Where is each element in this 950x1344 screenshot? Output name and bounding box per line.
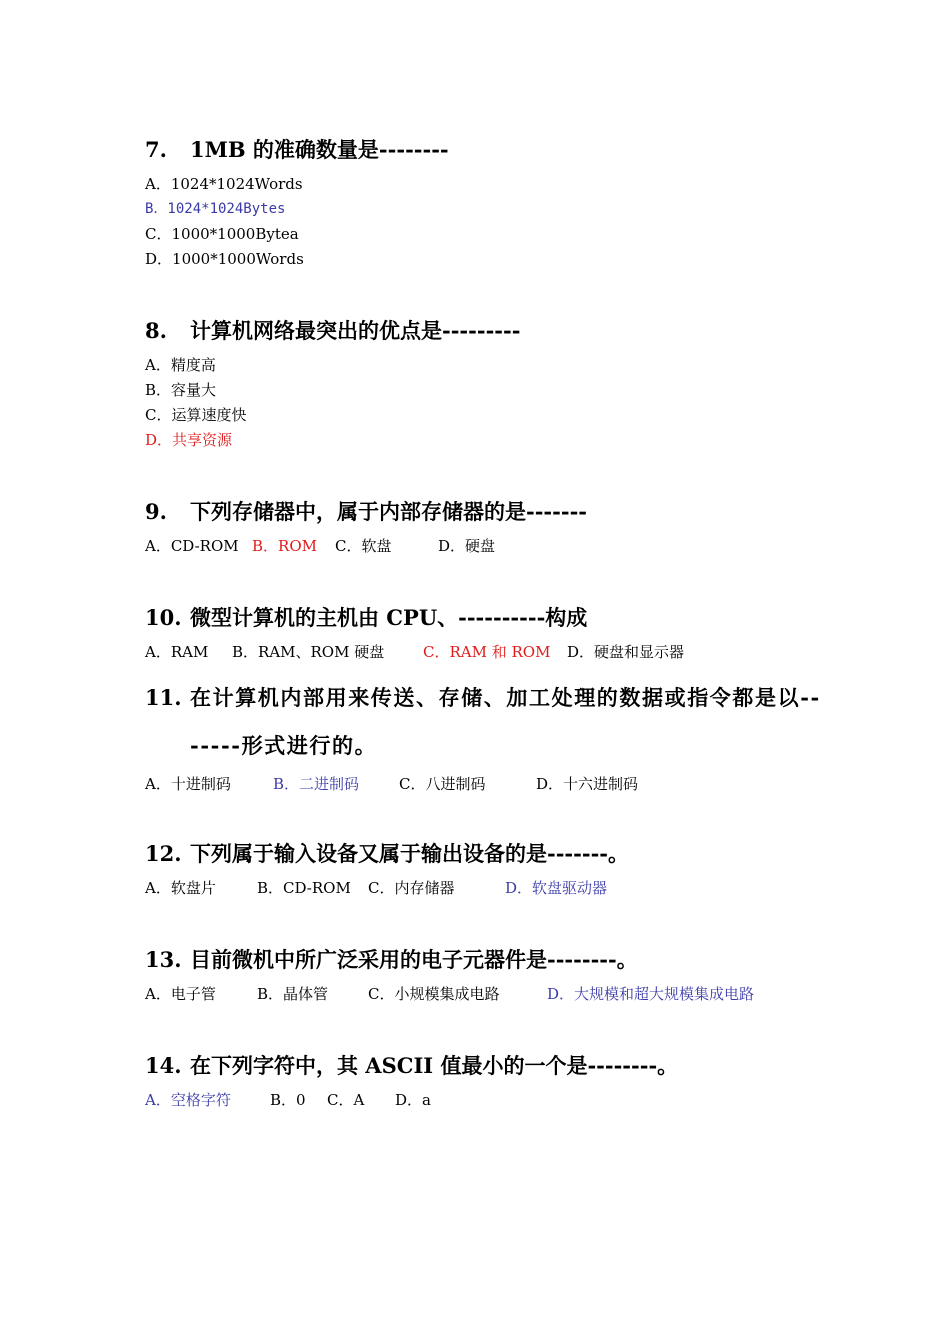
question-text: 计算机网络最突出的优点是--------- (190, 318, 521, 343)
question-text: 下列存储器中，属于内部存储器的是------- (190, 499, 588, 524)
question-text: 下列属于输入设备又属于输出设备的是-------。 (190, 841, 630, 866)
option-b-answer: B．二进制码 (273, 775, 360, 793)
question-text: 微型计算机的主机由 CPU、----------构成 (190, 605, 588, 630)
option-d-answer: D．共享资源 (145, 431, 233, 449)
option-list (145, 172, 825, 272)
question-12 (145, 838, 825, 901)
option-list (145, 353, 825, 453)
option-a: A．RAM (145, 643, 209, 661)
option-list (145, 982, 825, 1007)
question-number: 10. (145, 605, 182, 630)
option-b: B．晶体管 (257, 985, 329, 1003)
option-d: D．十六进制码 (536, 775, 639, 793)
option-list (145, 772, 825, 797)
option-b: B．容量大 (145, 381, 217, 399)
question-text: 在计算机内部用来传送、存储、加工处理的数据或指令都是以-------形式进行的。 (190, 685, 821, 758)
question-number: 14. (145, 1053, 182, 1078)
option-list (145, 876, 825, 901)
option-a: A．精度高 (145, 356, 216, 374)
question-9 (145, 496, 825, 559)
option-a: A．软盘片 (145, 879, 216, 897)
option-a: A．电子管 (145, 985, 216, 1003)
question-number: 8. (145, 318, 167, 343)
option-d: D．1000*1000Words (145, 250, 304, 268)
option-list (145, 534, 825, 559)
option-b-answer: B．1024*1024Bytes (145, 201, 286, 217)
option-a: A．十进制码 (145, 775, 231, 793)
option-c: C．内存储器 (368, 879, 455, 897)
option-c: C．小规模集成电路 (368, 985, 500, 1003)
option-c: C．八进制码 (399, 775, 486, 793)
option-list (145, 1088, 825, 1113)
option-a-answer: A．空格字符 (145, 1091, 231, 1109)
question-11 (145, 674, 825, 797)
option-b: B．CD-ROM (257, 879, 351, 897)
question-text: 1MB 的准确数量是-------- (190, 137, 449, 162)
question-number: 12. (145, 841, 182, 866)
option-b: B．0 (270, 1091, 306, 1109)
option-list (145, 640, 825, 665)
option-b: B．RAM、ROM 硬盘 (232, 643, 385, 661)
question-number: 11. (145, 685, 182, 710)
question-7 (145, 134, 825, 272)
question-8 (145, 315, 825, 453)
question-text: 在下列字符中，其 ASCII 值最小的一个是--------。 (190, 1053, 679, 1078)
option-d: D．硬盘 (438, 537, 496, 555)
option-c: C．A (327, 1091, 365, 1109)
question-10 (145, 602, 825, 665)
option-d: D．硬盘和显示器 (567, 643, 685, 661)
question-number: 9. (145, 499, 167, 524)
question-13 (145, 944, 825, 1007)
option-c-answer: C．RAM 和 ROM (423, 643, 551, 661)
question-14 (145, 1050, 825, 1113)
question-number: 7. (145, 137, 167, 162)
option-a: A．CD-ROM (145, 537, 239, 555)
option-b-answer: B．ROM (252, 537, 317, 555)
option-a: A．1024*1024Words (145, 175, 303, 193)
question-text: 目前微机中所广泛采用的电子元器件是--------。 (190, 947, 638, 972)
option-c: C．1000*1000Bytea (145, 225, 299, 243)
option-c: C．软盘 (335, 537, 392, 555)
option-c: C．运算速度快 (145, 406, 247, 424)
option-d-answer: D．大规模和超大规模集成电路 (547, 985, 755, 1003)
question-number: 13. (145, 947, 182, 972)
option-d: D．a (395, 1091, 431, 1109)
option-d-answer: D．软盘驱动器 (505, 879, 608, 897)
